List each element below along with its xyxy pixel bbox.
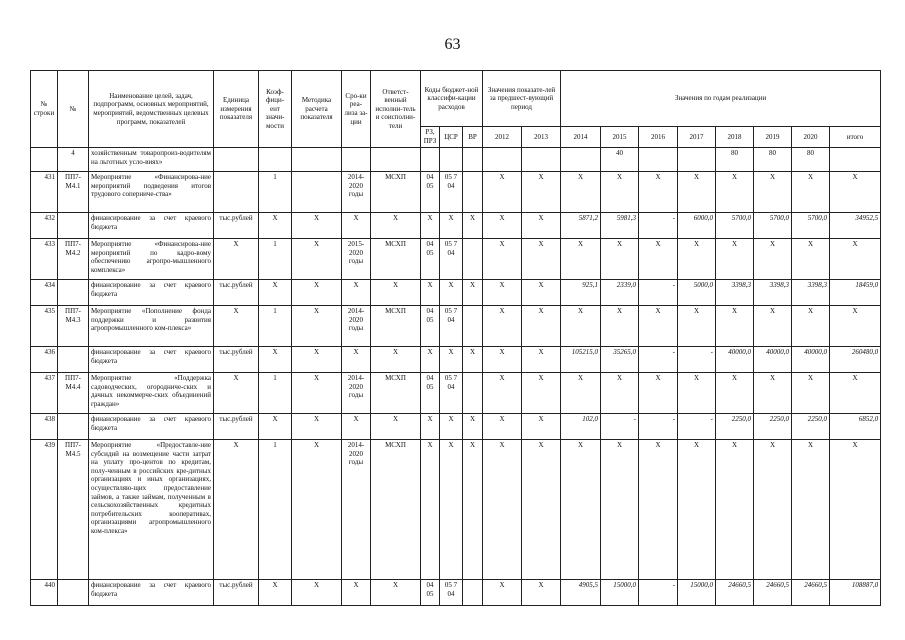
table-cell: Мероприятие «Предоставле-ние субсидий на возмещение части затрат на уплату про-центов по кредитам, полу-ченным в российских кре-дитных организациях и иных организациях, осуществляю-щих предоставление займов, а также займам, полученным в сельскохозяйственных кредитных потребительских кооперативах, организациями агропромышленного ком-плекса»	[89, 440, 214, 580]
table-cell: 5981,3	[601, 213, 639, 239]
table-cell: 04 05	[421, 306, 440, 347]
table-cell: X	[421, 347, 440, 373]
table-cell: -	[639, 580, 678, 606]
table-cell: 1	[259, 239, 292, 280]
table-cell: X	[522, 440, 561, 580]
table-cell: 5700,0	[754, 213, 792, 239]
table-cell: 1	[259, 306, 292, 347]
table-cell: X	[830, 172, 881, 213]
table-cell: 05 7 04	[440, 172, 463, 213]
table-cell: X	[601, 172, 639, 213]
table-cell: X	[522, 414, 561, 440]
table-cell: 40	[601, 148, 639, 172]
table-cell: МСХП	[371, 440, 421, 580]
table-cell: 108887,0	[830, 580, 881, 606]
table-cell: 1	[259, 172, 292, 213]
table-cell	[463, 172, 483, 213]
table-cell: X	[561, 373, 601, 414]
table-cell: X	[214, 373, 259, 414]
table-cell: X	[440, 414, 463, 440]
table-cell	[292, 172, 342, 213]
table-cell: X	[292, 347, 342, 373]
table-cell: -	[639, 213, 678, 239]
table-cell: X	[342, 280, 371, 306]
table-cell: X	[292, 280, 342, 306]
table-cell: финансирование за счет краевого бюджета	[89, 213, 214, 239]
header-2020: 2020	[792, 127, 830, 148]
table-cell: X	[522, 239, 561, 280]
table-cell: X	[421, 280, 440, 306]
table-cell: 2014-2020 годы	[342, 306, 371, 347]
table-cell: 3398,3	[792, 280, 830, 306]
table-cell: МСХП	[371, 172, 421, 213]
table-cell	[214, 172, 259, 213]
table-cell: X	[440, 280, 463, 306]
table-cell: ПП7-М4.3	[58, 306, 89, 347]
table-cell: X	[754, 172, 792, 213]
table-row	[31, 440, 881, 580]
table-cell: 2014-2020 годы	[342, 373, 371, 414]
table-cell	[58, 347, 89, 373]
table-cell	[31, 148, 58, 172]
table-cell: 260480,0	[830, 347, 881, 373]
table-row	[31, 148, 881, 172]
header-name: Наименование целей, задач, подпрограмм, основных мероприятий, мероприятий, ведомственных целевых программ, показателей	[89, 71, 214, 148]
table-cell	[371, 148, 421, 172]
table-cell: X	[483, 440, 522, 580]
table-cell: X	[440, 347, 463, 373]
table-cell: 2339,0	[601, 280, 639, 306]
table-cell: 5871,2	[561, 213, 601, 239]
table-cell: 05 7 04	[440, 373, 463, 414]
table-row	[31, 213, 881, 239]
table-cell: X	[440, 213, 463, 239]
table-cell: 4	[58, 148, 89, 172]
table-cell: X	[522, 580, 561, 606]
table-cell: X	[371, 580, 421, 606]
table-cell: 2015-2020 годы	[342, 239, 371, 280]
table-cell	[561, 148, 601, 172]
table-cell: -	[639, 280, 678, 306]
table-cell: 2014-2020 годы	[342, 440, 371, 580]
table-cell: 1	[259, 440, 292, 580]
table-cell: финансирование за счет краевого бюджета	[89, 414, 214, 440]
table-cell	[259, 148, 292, 172]
table-cell: X	[214, 306, 259, 347]
table-cell: X	[716, 239, 754, 280]
table-cell: 431	[31, 172, 58, 213]
header-unit: Единица измерения показателя	[214, 71, 259, 148]
table-cell: МСХП	[371, 373, 421, 414]
table-cell: X	[830, 373, 881, 414]
table-cell: X	[601, 440, 639, 580]
header-method: Методика расчета показателя	[292, 71, 342, 148]
table-cell: 5700,0	[716, 213, 754, 239]
table-row	[31, 280, 881, 306]
header-vr: ВР	[463, 127, 483, 148]
table-cell: МСХП	[371, 239, 421, 280]
table-cell: 05 7 04	[440, 580, 463, 606]
table-cell: X	[483, 172, 522, 213]
table-cell	[463, 148, 483, 172]
table-row	[31, 580, 881, 606]
table-cell: X	[522, 213, 561, 239]
table-cell: X	[292, 440, 342, 580]
table-cell: 05 7 04	[440, 239, 463, 280]
table-cell: 35265,0	[601, 347, 639, 373]
table-cell: 2250,0	[792, 414, 830, 440]
table-cell	[292, 148, 342, 172]
table-cell: X	[483, 414, 522, 440]
table-cell: X	[342, 347, 371, 373]
table-cell: X	[483, 280, 522, 306]
header-resp: Ответст-венный исполни-тель и соисполни-тели	[371, 71, 421, 148]
table-row	[31, 414, 881, 440]
table-row	[31, 239, 881, 280]
table-cell: X	[463, 280, 483, 306]
table-cell: X	[483, 347, 522, 373]
table-cell: тыс.рублей	[214, 280, 259, 306]
table-cell: X	[292, 239, 342, 280]
table-cell	[483, 148, 522, 172]
table-cell: X	[371, 280, 421, 306]
table-cell	[58, 580, 89, 606]
table-cell: X	[259, 213, 292, 239]
header-budget-codes: Коды бюджет-ной классифи-кации расходов	[421, 71, 483, 127]
table-row	[31, 306, 881, 347]
header-2019: 2019	[754, 127, 792, 148]
table-row	[31, 172, 881, 213]
table-cell: X	[292, 373, 342, 414]
table-cell: 439	[31, 440, 58, 580]
header-2014: 2014	[561, 127, 601, 148]
table-cell: X	[601, 306, 639, 347]
table-cell: 2250,0	[754, 414, 792, 440]
table-cell: X	[292, 580, 342, 606]
table-cell: X	[561, 239, 601, 280]
table-cell: 04 05	[421, 373, 440, 414]
table-cell: Мероприятие «Финансирова-ние мероприятий подведения итогов трудового соперниче-ства»	[89, 172, 214, 213]
header-prev-values: Значения показате-лей за предшест-вующий период	[483, 71, 561, 127]
table-cell: X	[259, 347, 292, 373]
table-cell: 80	[792, 148, 830, 172]
table-cell: 440	[31, 580, 58, 606]
table-cell: финансирование за счет краевого бюджета	[89, 280, 214, 306]
table-cell: Мероприятие «Финансирова-ние мероприятий по кадро-вому обеспечению агропро-мышленного комплекса»	[89, 239, 214, 280]
table-cell: X	[716, 306, 754, 347]
table-cell: 105215,0	[561, 347, 601, 373]
table-cell: X	[463, 440, 483, 580]
table-cell: X	[601, 239, 639, 280]
header-rz: РЗ, ПРЗ	[421, 127, 440, 148]
table-cell: X	[639, 373, 678, 414]
table-cell: X	[639, 306, 678, 347]
program-table	[30, 70, 881, 606]
table-cell: Мероприятие «Пополнение фонда поддержки и развития агропромышленного ком-плекса»	[89, 306, 214, 347]
table-cell: -	[601, 414, 639, 440]
table-cell: X	[292, 306, 342, 347]
table-cell: 15000,0	[678, 580, 716, 606]
table-cell: 1	[259, 373, 292, 414]
table-cell: финансирование за счет краевого бюджета	[89, 580, 214, 606]
table-cell: ПП7-М4.4	[58, 373, 89, 414]
table-cell	[522, 148, 561, 172]
table-cell: X	[214, 239, 259, 280]
table-cell: 438	[31, 414, 58, 440]
table-cell: X	[561, 440, 601, 580]
table-cell: тыс.рублей	[214, 347, 259, 373]
header-2017: 2017	[678, 127, 716, 148]
table-cell: X	[716, 440, 754, 580]
table-cell	[463, 373, 483, 414]
table-cell: 40000,0	[716, 347, 754, 373]
table-cell: X	[678, 239, 716, 280]
table-cell: X	[440, 440, 463, 580]
table-cell: финансирование за счет краевого бюджета	[89, 347, 214, 373]
table-cell: X	[792, 373, 830, 414]
table-cell: тыс.рублей	[214, 580, 259, 606]
header-csr: ЦСР	[440, 127, 463, 148]
table-cell: 2250,0	[716, 414, 754, 440]
table-cell: X	[522, 280, 561, 306]
table-cell	[58, 414, 89, 440]
table-cell: X	[561, 306, 601, 347]
table-cell: 80	[754, 148, 792, 172]
table-cell: хозяйственным товаропроиз-водителям на льготных усло-виях»	[89, 148, 214, 172]
table-cell: 434	[31, 280, 58, 306]
table-cell: X	[792, 306, 830, 347]
header-2018: 2018	[716, 127, 754, 148]
header-coef: Коэф-фици-ент значи-мости	[259, 71, 292, 148]
table-cell: X	[259, 280, 292, 306]
table-cell: 05 7 04	[440, 306, 463, 347]
table-cell	[463, 239, 483, 280]
table-cell: 04 05	[421, 239, 440, 280]
table-cell: 24660,5	[754, 580, 792, 606]
table-cell	[639, 148, 678, 172]
table-cell: 18459,0	[830, 280, 881, 306]
table-cell: X	[259, 580, 292, 606]
table-cell: 34952,5	[830, 213, 881, 239]
table-cell: -	[678, 414, 716, 440]
table-cell: X	[754, 239, 792, 280]
header-2013: 2013	[522, 127, 561, 148]
table-cell: X	[754, 373, 792, 414]
table-cell	[463, 306, 483, 347]
table-cell: X	[483, 213, 522, 239]
table-cell: X	[522, 347, 561, 373]
table-cell: X	[421, 414, 440, 440]
table-cell: тыс.рублей	[214, 213, 259, 239]
header-2012: 2012	[483, 127, 522, 148]
table-cell: X	[483, 580, 522, 606]
header-no: №	[58, 71, 89, 148]
header-year-values: Значения по годам реализации	[561, 71, 881, 127]
table-cell: X	[639, 440, 678, 580]
table-cell: X	[421, 213, 440, 239]
table-cell: X	[639, 239, 678, 280]
table-cell: X	[601, 373, 639, 414]
table-cell: 6852,0	[830, 414, 881, 440]
table-cell: X	[678, 172, 716, 213]
table-cell: X	[716, 172, 754, 213]
table-cell: X	[483, 306, 522, 347]
table-cell: X	[371, 414, 421, 440]
table-cell: ПП7-М4.5	[58, 440, 89, 580]
table-cell: X	[678, 440, 716, 580]
table-cell: X	[214, 440, 259, 580]
table-cell	[678, 148, 716, 172]
table-cell: 436	[31, 347, 58, 373]
table-cell: МСХП	[371, 306, 421, 347]
table-cell: 15000,0	[601, 580, 639, 606]
table-cell: X	[483, 373, 522, 414]
table-cell: -	[639, 414, 678, 440]
table-cell: тыс.рублей	[214, 414, 259, 440]
table-cell: 437	[31, 373, 58, 414]
table-cell: 24660,5	[716, 580, 754, 606]
table-cell: X	[792, 172, 830, 213]
table-cell: X	[754, 440, 792, 580]
table-cell	[830, 148, 881, 172]
table-cell: X	[522, 306, 561, 347]
table-cell: X	[678, 373, 716, 414]
table-cell: -	[678, 347, 716, 373]
table-cell: X	[292, 213, 342, 239]
table-cell: X	[522, 172, 561, 213]
table-cell: X	[483, 239, 522, 280]
table-cell: X	[292, 414, 342, 440]
table-cell: 80	[716, 148, 754, 172]
table-cell	[58, 213, 89, 239]
table-cell: X	[259, 414, 292, 440]
table-row	[31, 347, 881, 373]
table-row	[31, 373, 881, 414]
table-cell: X	[463, 213, 483, 239]
table-cell: X	[716, 373, 754, 414]
table-cell: X	[342, 414, 371, 440]
table-cell	[421, 148, 440, 172]
table-cell: 3398,3	[754, 280, 792, 306]
table-cell: X	[522, 373, 561, 414]
table-cell: -	[639, 347, 678, 373]
table-cell: X	[830, 306, 881, 347]
table-cell	[440, 148, 463, 172]
table-cell: 925,1	[561, 280, 601, 306]
table-cell: X	[830, 440, 881, 580]
table-cell: 24660,5	[792, 580, 830, 606]
table-cell: 433	[31, 239, 58, 280]
table-cell: X	[792, 440, 830, 580]
table-cell: ПП7-М4.2	[58, 239, 89, 280]
table-cell: 102,0	[561, 414, 601, 440]
table-cell: ПП7-М4.1	[58, 172, 89, 213]
table-cell	[58, 280, 89, 306]
table-cell: 40000,0	[792, 347, 830, 373]
table-cell: X	[639, 172, 678, 213]
table-cell: 2014-2020 годы	[342, 172, 371, 213]
header-row-no: № строки	[31, 71, 58, 148]
table-cell: X	[463, 414, 483, 440]
table-cell: 04 05	[421, 580, 440, 606]
table-cell: 435	[31, 306, 58, 347]
table-cell: 40000,0	[754, 347, 792, 373]
header-term: Сро-ки реа-лиза за-ции	[342, 71, 371, 148]
header-total: итого	[830, 127, 881, 148]
table-cell: X	[371, 347, 421, 373]
table-cell	[463, 580, 483, 606]
table-cell: 432	[31, 213, 58, 239]
table-cell: X	[421, 440, 440, 580]
table-cell: 04 05	[421, 172, 440, 213]
table-cell: X	[342, 580, 371, 606]
table-cell	[342, 148, 371, 172]
table-cell: 3398,3	[716, 280, 754, 306]
table-cell: X	[561, 172, 601, 213]
page-number: 63	[444, 36, 461, 53]
table-cell: X	[371, 213, 421, 239]
header-2016: 2016	[639, 127, 678, 148]
table-cell: 4905,5	[561, 580, 601, 606]
table-cell	[214, 148, 259, 172]
header-2015: 2015	[601, 127, 639, 148]
table-cell: 5000,0	[678, 280, 716, 306]
table-cell: X	[678, 306, 716, 347]
table-cell: X	[342, 213, 371, 239]
table-cell: X	[830, 239, 881, 280]
table-cell: Мероприятие «Поддержка садоводческих, огородниче-ских и дачных некоммерче-ских объединений граждан»	[89, 373, 214, 414]
table-cell: 6000,0	[678, 213, 716, 239]
table-cell: X	[754, 306, 792, 347]
table-cell: 5700,0	[792, 213, 830, 239]
table-cell: X	[792, 239, 830, 280]
table-cell: X	[463, 347, 483, 373]
